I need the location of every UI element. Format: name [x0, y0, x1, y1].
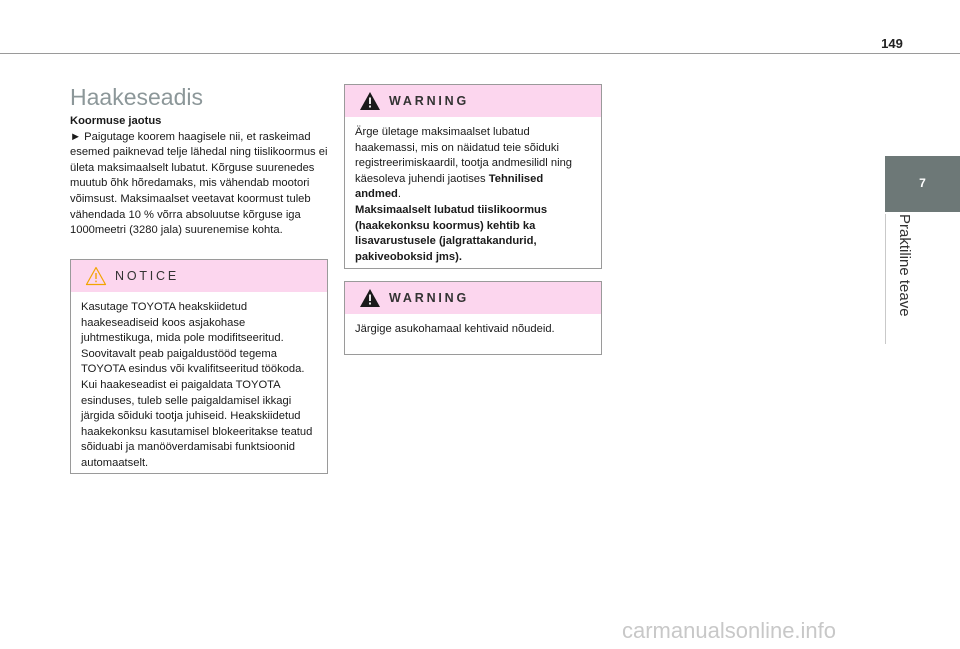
warning-title: WARNING	[389, 94, 470, 108]
warning-triangle-filled-icon	[359, 288, 381, 308]
section-title: Haakeseadis	[70, 84, 203, 110]
warning-body	[345, 117, 601, 273]
warning-text: Ärge ületage maksimaalset lubatud haakemassi, mis on näidatud teie sõiduki registreerimiskaardil, tootja andmesilidl ning käesoleva juhendi jaotises	[355, 126, 573, 185]
warning-body-2: Järgige asukohamaal kehtivaid nõudeid.	[355, 323, 555, 335]
warning-triangle-filled-icon	[359, 91, 381, 111]
warning-emphasis: Maksimaalselt lubatud tiislikoormus (haakekonksu koormus) kehtib ka lisavarustusele (jalgrattakandurid, pakiveoboksid jms).	[355, 203, 548, 263]
warning-header-2	[345, 282, 601, 314]
chapter-number: 7	[919, 176, 926, 190]
warning-title-2: WARNING	[389, 291, 470, 305]
warning-box-2	[344, 281, 602, 355]
chapter-label: Praktiline teave	[896, 214, 913, 317]
warning-triangle-outline-icon	[85, 266, 107, 286]
notice-header	[71, 260, 327, 292]
section-body	[70, 114, 328, 239]
header-rule	[0, 53, 960, 54]
warning-reference: Tehnilised andmed	[355, 172, 544, 201]
notice-box	[70, 259, 328, 474]
warning-header	[345, 85, 601, 117]
section-subhead: Koormuse jaotus	[70, 115, 162, 127]
section-paragraph: ► Paigutage koorem haagisele nii, et raskeimad esemed paiknevad telje lähedal ning tiislikoormus ei ületa maksimaalselt lubatut. Kõrguse suurenedes muutub õhk hõredamaks, mis vähendab mootori võimsust. Maksimaalset veetavat koormust tuleb vähendada 10 % võrra absoluutse kõrguse iga 1000meetri (3280 jala) suurenemise kohta.	[70, 130, 328, 237]
warning-period: .	[397, 188, 402, 201]
warning-box	[344, 84, 602, 269]
page-number: 149	[881, 36, 903, 51]
chapter-label-container	[885, 214, 925, 344]
chapter-tab[interactable]	[885, 156, 960, 212]
notice-title: NOTICE	[115, 269, 180, 283]
notice-body: Kasutage TOYOTA heakskiidetud haakeseadiseid koos asjakohase juhtmestikuga, mida pole modifitseeritud. Soovitavalt peab paigaldustööd tegema TOYOTA esindus või kvalifitseeritud töökoda. Kui haakeseadist ei paigaldata TOYOTA esinduses, tuleb selle paigaldamisel ikkagi järgida sõiduki tootja juhiseid. Heakskiidetud haakekonksu kasutamisel blokeeritakse teatud sõiduabi ja manööverdamisabi funktsioonid automaatselt.	[81, 301, 313, 469]
watermark[interactable]: carmanualsonline.info	[622, 618, 837, 643]
